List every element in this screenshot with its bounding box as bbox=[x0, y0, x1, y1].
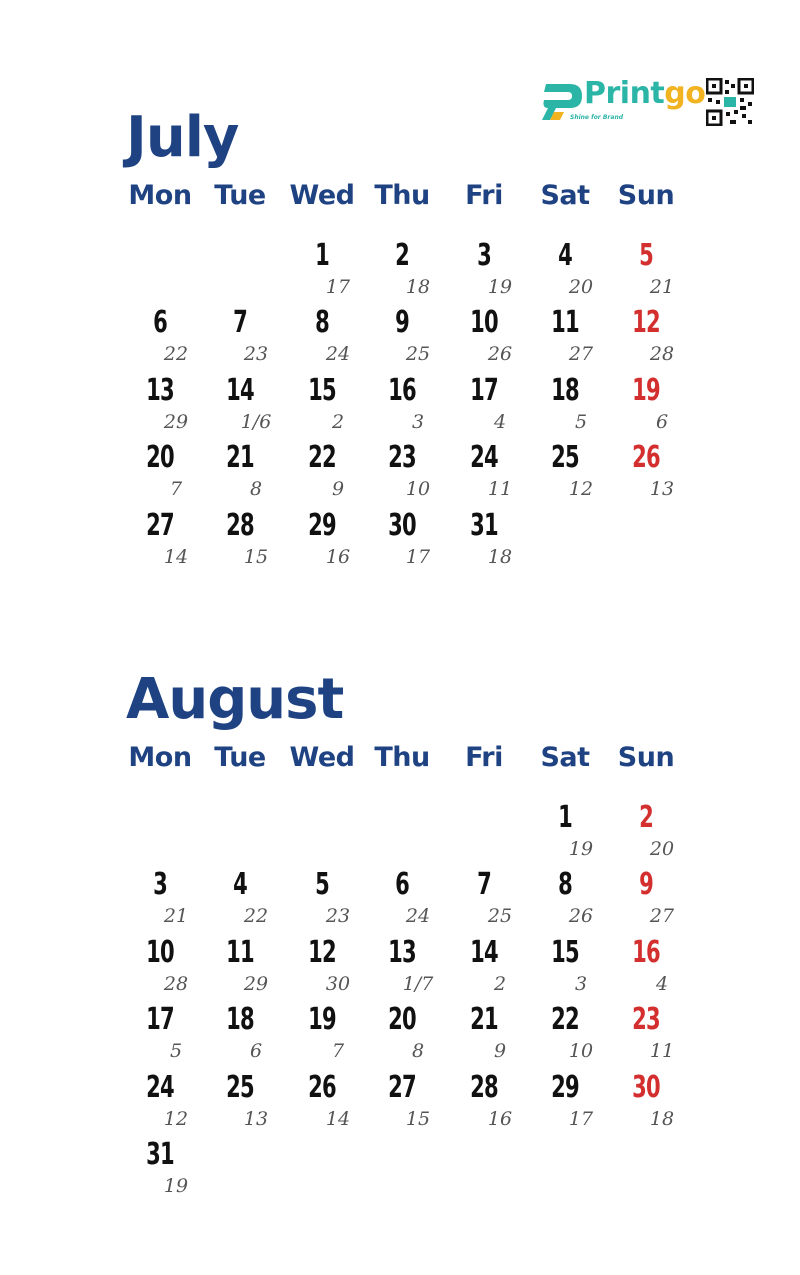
day-number: 18 bbox=[551, 372, 579, 408]
day-number: 10 bbox=[470, 305, 498, 341]
lunar-date: 26 bbox=[568, 905, 594, 928]
day-number: 25 bbox=[551, 440, 579, 476]
lunar-date: 12 bbox=[163, 1107, 189, 1130]
day-number: 16 bbox=[388, 372, 416, 408]
lunar-date: 23 bbox=[325, 905, 351, 928]
lunar-date: 8 bbox=[411, 1040, 425, 1063]
brand-tagline: Shine for Brand bbox=[570, 114, 624, 121]
day-number: 30 bbox=[388, 507, 416, 543]
lunar-date: 23 bbox=[243, 343, 269, 366]
day-number: 31 bbox=[146, 1137, 174, 1172]
weekday-header: Mon bbox=[128, 742, 192, 773]
lunar-date: 15 bbox=[243, 545, 269, 568]
lunar-date: 16 bbox=[487, 1107, 513, 1130]
lunar-date: 19 bbox=[568, 838, 594, 860]
lunar-date: 14 bbox=[163, 545, 189, 568]
day-number: 27 bbox=[388, 1069, 416, 1105]
qr-code-icon bbox=[706, 78, 754, 126]
lunar-date: 18 bbox=[405, 276, 431, 298]
lunar-date: 9 bbox=[331, 478, 345, 501]
lunar-date: 1/7 bbox=[402, 972, 434, 995]
day-number: 24 bbox=[470, 440, 498, 476]
day-number: 13 bbox=[388, 934, 416, 970]
day-number: 14 bbox=[470, 934, 498, 970]
lunar-date: 15 bbox=[405, 1107, 431, 1130]
day-number: 3 bbox=[477, 238, 491, 273]
day-number: 28 bbox=[226, 507, 254, 543]
lunar-date: 25 bbox=[487, 905, 513, 928]
day-number: 17 bbox=[470, 372, 498, 408]
lunar-date: 7 bbox=[169, 478, 183, 501]
lunar-date: 4 bbox=[655, 972, 669, 995]
weekday-header: Tue bbox=[214, 742, 266, 773]
lunar-date: 10 bbox=[405, 478, 431, 501]
lunar-date: 6 bbox=[249, 1040, 263, 1063]
lunar-date: 11 bbox=[487, 478, 513, 501]
day-number: 8 bbox=[315, 305, 329, 341]
lunar-date: 28 bbox=[163, 972, 189, 995]
day-number: 25 bbox=[226, 1069, 254, 1105]
weekday-header: Tue bbox=[214, 180, 266, 211]
lunar-date: 26 bbox=[487, 343, 513, 366]
day-number: 18 bbox=[226, 1002, 254, 1038]
lunar-date: 5 bbox=[574, 410, 588, 433]
lunar-date: 4 bbox=[493, 410, 507, 433]
day-number: 20 bbox=[388, 1002, 416, 1038]
brand-name-part1: Print bbox=[584, 76, 665, 111]
lunar-date: 17 bbox=[568, 1107, 594, 1130]
day-number: 12 bbox=[308, 934, 336, 970]
day-number: 22 bbox=[551, 1002, 579, 1038]
day-number: 9 bbox=[639, 867, 653, 903]
day-number: 28 bbox=[470, 1069, 498, 1105]
lunar-date: 28 bbox=[649, 343, 675, 366]
lunar-date: 18 bbox=[487, 545, 513, 568]
day-number: 12 bbox=[632, 305, 660, 341]
lunar-date: 5 bbox=[169, 1040, 183, 1063]
day-number: 20 bbox=[146, 440, 174, 476]
day-number: 2 bbox=[395, 238, 409, 273]
lunar-date: 2 bbox=[493, 972, 507, 995]
day-number: 29 bbox=[308, 507, 336, 543]
lunar-date: 13 bbox=[649, 478, 675, 501]
day-number: 16 bbox=[632, 934, 660, 970]
lunar-date: 11 bbox=[649, 1040, 675, 1063]
lunar-date: 24 bbox=[405, 905, 431, 928]
lunar-date: 17 bbox=[325, 276, 351, 298]
lunar-date: 19 bbox=[163, 1175, 189, 1197]
month-title: July bbox=[126, 105, 239, 170]
day-number: 31 bbox=[470, 507, 498, 543]
lunar-date: 7 bbox=[331, 1040, 345, 1063]
day-number: 1 bbox=[315, 238, 329, 273]
day-number: 19 bbox=[632, 372, 660, 408]
lunar-date: 20 bbox=[649, 838, 675, 860]
day-number: 30 bbox=[632, 1069, 660, 1105]
day-number: 23 bbox=[632, 1002, 660, 1038]
day-number: 10 bbox=[146, 934, 174, 970]
day-number: 11 bbox=[551, 305, 579, 341]
day-number: 11 bbox=[226, 934, 254, 970]
lunar-date: 25 bbox=[405, 343, 431, 366]
weekday-header: Wed bbox=[289, 742, 355, 773]
lunar-date: 22 bbox=[243, 905, 269, 928]
day-number: 21 bbox=[226, 440, 254, 476]
day-number: 9 bbox=[395, 305, 409, 341]
lunar-date: 10 bbox=[568, 1040, 594, 1063]
month-title: August bbox=[126, 667, 344, 732]
lunar-date: 24 bbox=[325, 343, 351, 366]
day-number: 7 bbox=[233, 305, 247, 341]
day-number: 4 bbox=[233, 867, 247, 903]
lunar-date: 22 bbox=[163, 343, 189, 366]
lunar-date: 18 bbox=[649, 1107, 675, 1130]
lunar-date: 21 bbox=[163, 905, 189, 928]
lunar-date: 27 bbox=[649, 905, 675, 928]
lunar-date: 6 bbox=[655, 410, 669, 433]
lunar-date: 21 bbox=[649, 276, 675, 298]
day-number: 15 bbox=[308, 372, 336, 408]
day-number: 29 bbox=[551, 1069, 579, 1105]
day-number: 5 bbox=[639, 238, 653, 273]
weekday-header: Thu bbox=[374, 180, 430, 211]
weekday-header: Wed bbox=[289, 180, 355, 211]
day-number: 26 bbox=[308, 1069, 336, 1105]
lunar-date: 9 bbox=[493, 1040, 507, 1063]
day-number: 14 bbox=[226, 372, 254, 408]
weekday-header: Sun bbox=[617, 742, 675, 773]
day-number: 27 bbox=[146, 507, 174, 543]
weekday-header: Thu bbox=[374, 742, 430, 773]
lunar-date: 29 bbox=[243, 972, 269, 995]
weekday-header: Sat bbox=[540, 742, 590, 773]
day-number: 17 bbox=[146, 1002, 174, 1038]
day-number: 22 bbox=[308, 440, 336, 476]
lunar-date: 3 bbox=[411, 410, 425, 433]
weekday-header: Mon bbox=[128, 180, 192, 211]
day-number: 1 bbox=[558, 800, 572, 835]
lunar-date: 19 bbox=[487, 276, 513, 298]
day-number: 6 bbox=[153, 305, 167, 341]
lunar-date: 16 bbox=[325, 545, 351, 568]
day-number: 7 bbox=[477, 867, 491, 903]
weekday-header: Sun bbox=[617, 180, 675, 211]
lunar-date: 20 bbox=[568, 276, 594, 298]
lunar-date: 8 bbox=[249, 478, 263, 501]
day-number: 19 bbox=[308, 1002, 336, 1038]
lunar-date: 30 bbox=[325, 972, 351, 995]
weekday-header: Fri bbox=[465, 180, 503, 211]
day-number: 5 bbox=[315, 867, 329, 903]
day-number: 24 bbox=[146, 1069, 174, 1105]
lunar-date: 17 bbox=[405, 545, 431, 568]
day-number: 23 bbox=[388, 440, 416, 476]
day-number: 2 bbox=[639, 800, 653, 835]
lunar-date: 13 bbox=[243, 1107, 269, 1130]
weekday-header: Fri bbox=[465, 742, 503, 773]
day-number: 26 bbox=[632, 440, 660, 476]
weekday-header: Sat bbox=[540, 180, 590, 211]
lunar-date: 2 bbox=[331, 410, 345, 433]
brand-name-part2: go bbox=[664, 76, 706, 111]
lunar-date: 3 bbox=[574, 972, 588, 995]
day-number: 13 bbox=[146, 372, 174, 408]
lunar-date: 14 bbox=[325, 1107, 351, 1130]
day-number: 8 bbox=[558, 867, 572, 903]
day-number: 6 bbox=[395, 867, 409, 903]
lunar-date: 27 bbox=[568, 343, 594, 366]
brand-name bbox=[584, 76, 705, 111]
day-number: 15 bbox=[551, 934, 579, 970]
lunar-date: 1/6 bbox=[240, 410, 272, 433]
lunar-date: 29 bbox=[163, 410, 189, 433]
day-number: 4 bbox=[558, 238, 572, 273]
day-number: 21 bbox=[470, 1002, 498, 1038]
lunar-date: 12 bbox=[568, 478, 594, 501]
brand-logo bbox=[540, 74, 760, 130]
day-number: 3 bbox=[153, 867, 167, 903]
